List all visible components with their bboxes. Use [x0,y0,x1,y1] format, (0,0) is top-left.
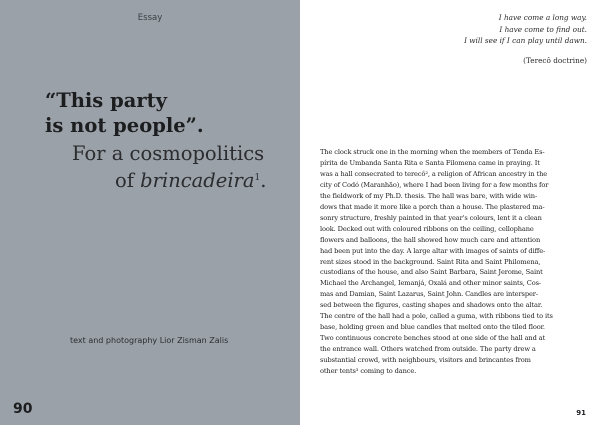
body-line: look. Decked out with coloured ribbons on the ceiling, cellophane [320,224,534,233]
body-line: base, holding green and blue candles that melted onto the tiled floor. [320,323,545,332]
section-label: Essay [137,13,163,23]
body-line: The clock struck one in the morning when the members of Tenda Es- [320,148,545,156]
subtitle-suffix: . [260,169,267,192]
body-line: custodians of the house, and also Saint Barbara, Saint Jerome, Saint [320,268,543,277]
body-line: The centre of the hall had a pole, called a guma, with ribbons tied to its [320,312,553,321]
right-page [300,0,600,425]
body-line: substantial crowd, with neighbours, visitors and brincantes from [320,356,531,365]
epigraph [387,12,587,47]
body-line: flowers and balloons, the hall showed how much care and attention [320,235,541,244]
body-line: dows that made it more like a porch than a house. The plastered ma- [320,202,545,211]
page-number-right: 91 [576,409,586,417]
body-line: the fieldwork of my Ph.D. thesis. The hall was bare, with wide win- [320,191,538,200]
subtitle-line-2 [115,166,266,193]
epigraph-line: I have come a long way. [498,13,587,22]
body-line: had been put into the day. A large altar with images of saints of diffe- [320,246,546,255]
body-line: the entrance wall. Others watched from outside. The party drew a [320,345,536,354]
title-line-2: is not people”. [45,114,204,137]
subtitle-line-1: For a cosmopolitics [72,142,265,165]
body-line: mas and Damian, Saint Lazarus, Saint John. Candles are intersper- [320,290,538,299]
body-line: other tents³ coming to dance. [320,367,417,376]
epigraph-line: I have come to find out. [499,24,587,34]
body-line: rent sizes stood in the background. Saint Rita and Saint Philomena, [320,257,541,266]
body-line: Michael the Archangel, Iemanjá, Oxalá and other minor saints, Cos- [320,279,542,288]
epigraph-source: (Terecô doctrine) [523,56,587,65]
author-credit: text and photography Lior Zisman Zalis [70,336,229,345]
body-text [320,147,588,377]
body-line: was a hall consecrated to terecô², a religion of African ancestry in the [320,169,548,178]
body-line: sonry structure, freshly painted in that year's colours, lent it a clean [320,213,542,222]
body-line: sed between the figures, casting shapes and shadows onto the altar. [320,301,543,310]
title-line-1: “This party [45,89,167,112]
page-number-left: 90 [13,401,33,417]
body-line: city of Codó (Maranhão), where I had been living for a few months for [320,180,549,189]
body-line: pírita de Umbanda Santa Rita e Santa Filomena came in praying. It [320,158,540,167]
subtitle-italic-word: brincadeira [140,169,255,192]
subtitle-prefix: of [115,169,141,192]
epigraph-line: I will see if I can play until dawn. [464,36,587,45]
body-line: Two continuous concrete benches stood at one side of the hall and at [320,334,546,343]
footnote-marker: 1 [254,173,261,183]
